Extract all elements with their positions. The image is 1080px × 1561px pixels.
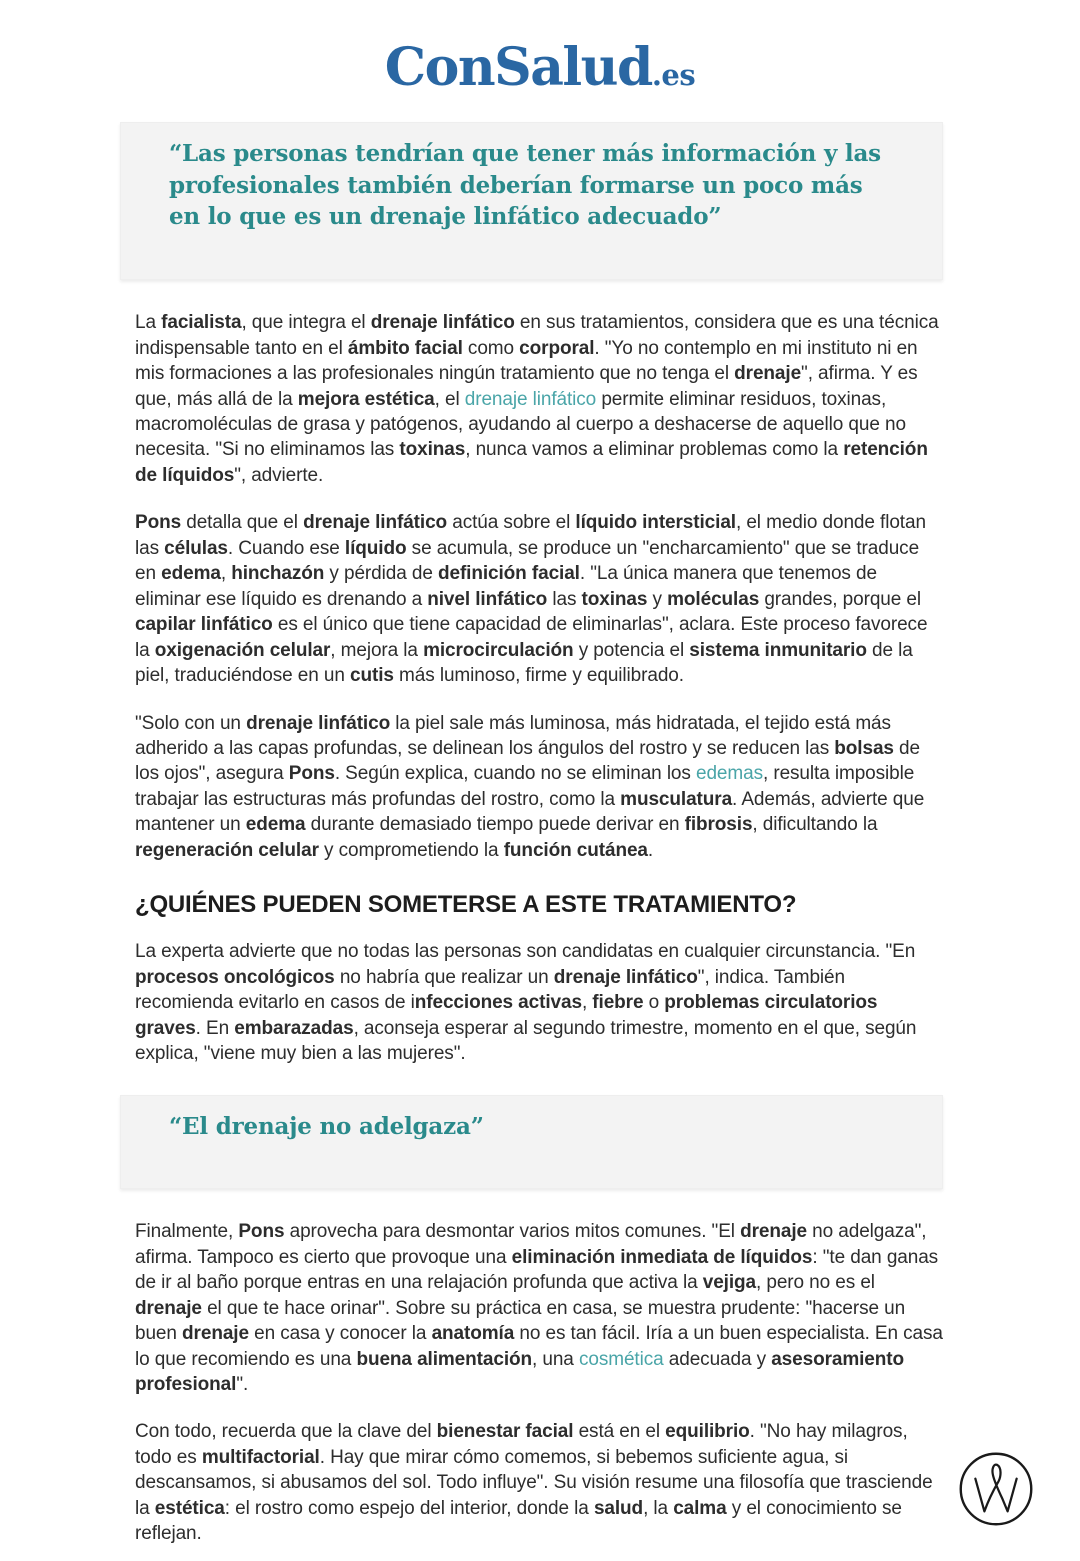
section-heading: ¿QUIÉNES PUEDEN SOMETERSE A ESTE TRATAMIENTO?: [135, 891, 797, 919]
article-paragraph: Con todo, recuerda que la clave del bienestar facial está en el equilibrio. "No hay milagros, todo es multifactorial. Hay que mirar cómo comemos, si bebemos suficiente agua, si descansamos, si abusamos del sol. Todo influye". Su visión resume una filosofía que trasciende la estética: el rostro como espejo del interior, donde la salud, la calma y el conocimiento se reflejan.: [135, 1421, 933, 1545]
inline-link[interactable]: cosmética: [578, 1348, 664, 1370]
pull-quote-text: “Las personas tendrían que tener más información y las profesionales también deberían formarse un poco más en lo que es un drenaje linfático adecuado”: [169, 140, 881, 231]
logo-suffix-text: .es: [651, 58, 696, 92]
pull-quote-text: “El drenaje no adelgaza”: [169, 1112, 484, 1140]
article-paragraph: "Solo con un drenaje linfático la piel sale más luminosa, más hidratada, el tejido está más adherido a las capas profundas, se delinean los ángulos del rostro y se reducen las bolsas de los ojos", asegura Pons. Según explica, cuando no se eliminan los edemas, resulta imposible trabajar las estructuras más profundas del rostro, como la musculatura. Además, advierte que mantener un edema durante demasiado tiempo puede derivar en fibrosis, dificultando la regeneración celular y comprometiendo la función cutánea.: [135, 712, 925, 861]
article-body: [135, 122, 945, 1547]
article-paragraph: La experta advierte que no todas las personas son candidatas en cualquier circunstancia. "En procesos oncológicos no habría que realizar un drenaje linfático", indica. También recomienda evitarlo en casos de infecciones activas, fiebre o problemas circulatorios graves. En embarazadas, aconseja esperar al segundo trimestre, momento en el que, según explica, "viene muy bien a las mujeres".: [135, 941, 917, 1065]
article-paragraph: La facialista, que integra el drenaje linfático en sus tratamientos, considera que es una técnica indispensable tanto en el ámbito facial como corporal. "Yo no contemplo en mi instituto ni en mis formaciones a las profesionales ningún tratamiento que no tenga el drenaje", afirma. Y es que, más allá de la mejora estética, el drenaje linfático permite eliminar residuos, toxinas, macromoléculas de grasa y patógenos, ayudando al cuerpo a deshacerse de aquello que no necesita. "Si no eliminamos las toxinas, nunca vamos a eliminar problemas como la retención de líquidos", advierte.: [135, 312, 939, 486]
site-header: [0, 0, 1080, 98]
pull-quote-block-1: [120, 122, 943, 280]
logo-main-text: ConSalud: [384, 37, 652, 98]
consalud-logo[interactable]: [384, 37, 696, 98]
inline-link[interactable]: edemas: [695, 763, 763, 785]
inline-link[interactable]: drenaje linfático: [464, 388, 597, 410]
pull-quote-block-2: [120, 1095, 943, 1190]
article-paragraph: Finalmente, Pons aprovecha para desmontar varios mitos comunes. "El drenaje no adelgaza", afirma. Tampoco es cierto que provoque una eliminación inmediata de líquidos: "te dan ganas de ir al baño porque entras en una relajación profunda que activa la vejiga, pero no es el drenaje el que te hace orinar". Sobre su práctica en casa, se muestra prudente: "hacerse un buen drenaje en casa y conocer la anatomía no es tan fácil. Iría a un buen especialista. En casa lo que recomiendo es una buena alimentación, una cosmética adecuada y asesoramiento profesional".: [135, 1221, 943, 1395]
w-ribbon-logo-icon: [953, 1446, 1039, 1532]
article-paragraph: Pons detalla que el drenaje linfático actúa sobre el líquido intersticial, el medio donde flotan las células. Cuando ese líquido se acumula, se produce un "encharcamiento" que se traduce en edema, hinchazón y pérdida de definición facial. "La única manera que tenemos de eliminar ese líquido es drenando a nivel linfático las toxinas y moléculas grandes, porque el capilar linfático es el único que tiene capacidad de eliminarlas", aclara. Este proceso favorece la oxigenación celular, mejora la microcirculación y potencia el sistema inmunitario de la piel, traduciéndose en un cutis más luminoso, firme y equilibrado.: [135, 512, 928, 687]
